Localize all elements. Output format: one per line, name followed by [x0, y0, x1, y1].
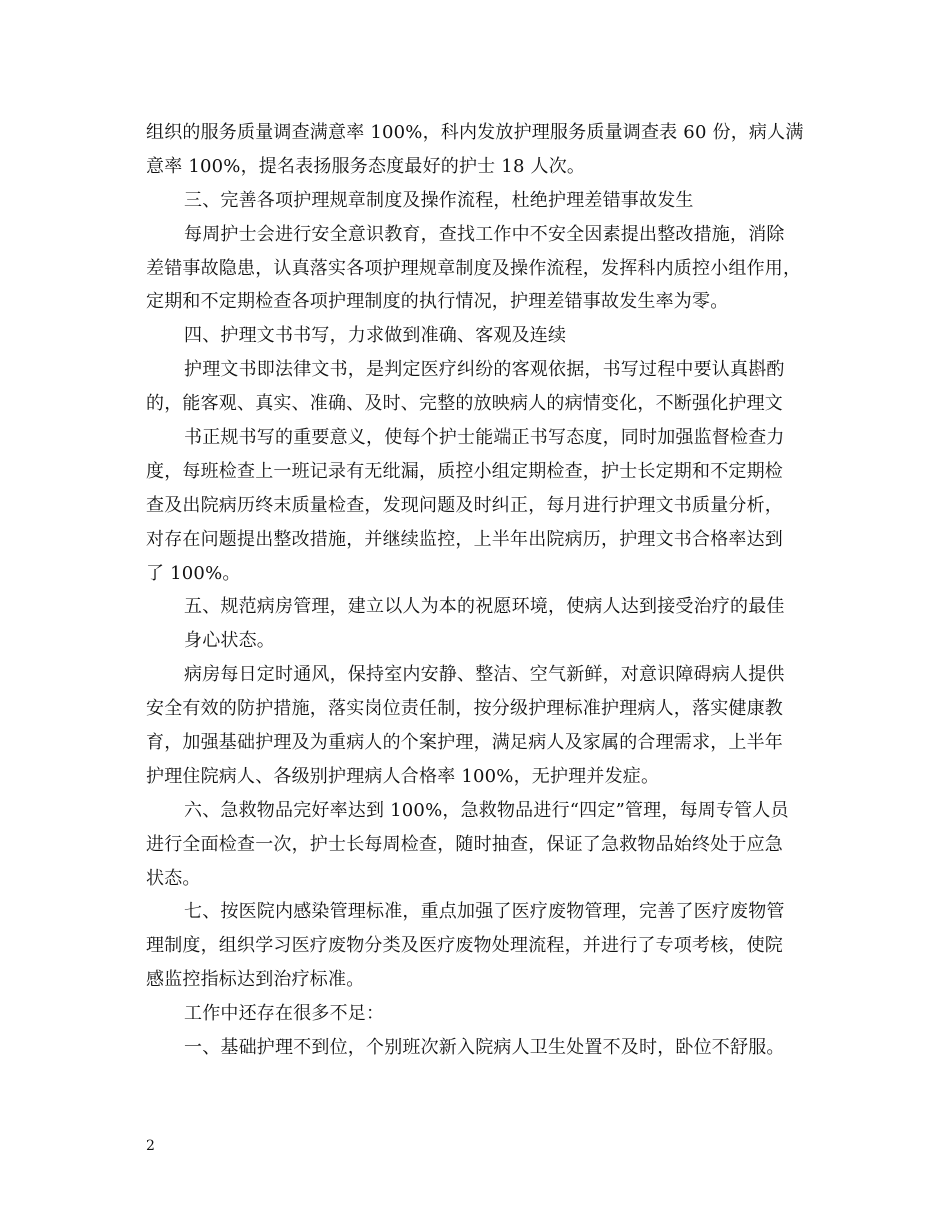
text-line: 安全有效的防护措施，落实岗位责任制，按分级护理标准护理病人，落实健康教	[146, 698, 783, 720]
text-line: 书正规书写的重要意义，使每个护士能端正书写态度，同时加强监督检查力	[184, 427, 785, 449]
text-line: 护理住院病人、各级别护理病人合格率 100%，无护理并发症。	[146, 765, 660, 787]
text-line: 身心状态。	[184, 630, 275, 652]
text-line: 的，能客观、真实、准确、及时、完整的放映病人的病情变化，不断强化护理文	[146, 393, 783, 415]
text-line: 五、规范病房管理，建立以人为本的祝愿环境，使病人达到接受治疗的最佳	[184, 596, 785, 618]
text-line: 差错事故隐患，认真落实各项护理规章制度及操作流程，发挥科内质控小组作用，	[146, 257, 802, 279]
text-line: 理制度，组织学习医疗废物分类及医疗废物处理流程，并进行了专项考核，使院	[146, 935, 783, 957]
text-line: 三、完善各项护理规章制度及操作流程，杜绝护理差错事故发生	[184, 189, 694, 211]
text-line: 六、急救物品完好率达到 100%，急救物品进行“四定”管理，每周专管人员	[184, 799, 789, 821]
text-line: 护理文书即法律文书，是判定医疗纠纷的客观依据，书写过程中要认真斟酌	[184, 359, 785, 381]
text-line: 定期和不定期检查各项护理制度的执行情况，护理差错事故发生率为零。	[146, 291, 729, 313]
text-line: 对存在问题提出整改措施，并继续监控，上半年出院病历，护理文书合格率达到	[146, 528, 783, 550]
text-line: 进行全面检查一次，护士长每周检查，随时抽查，保证了急救物品始终处于应急	[146, 833, 783, 855]
text-line: 工作中还存在很多不足：	[184, 1003, 385, 1025]
text-line: 状态。	[146, 867, 201, 889]
text-line: 育，加强基础护理及为重病人的个案护理，满足病人及家属的合理需求，上半年	[146, 732, 783, 754]
text-line: 一、基础护理不到位，个别班次新入院病人卫生处置不及时，卧位不舒服。	[184, 1037, 785, 1059]
text-line: 病房每日定时通风，保持室内安静、整洁、空气新鲜，对意识障碍病人提供	[184, 664, 785, 686]
text-line: 每周护士会进行安全意识教育，查找工作中不安全因素提出整改措施，消除	[184, 223, 785, 245]
text-line: 组织的服务质量调查满意率 100%，科内发放护理服务质量调查表 60 份，病人满	[146, 122, 804, 143]
document-body	[146, 116, 816, 1065]
text-line: 查及出院病历终末质量检查，发现问题及时纠正，每月进行护理文书质量分析，	[146, 494, 783, 516]
text-line: 四、护理文书书写，力求做到准确、客观及连续	[184, 325, 567, 347]
text-line: 了 100%。	[146, 562, 241, 584]
page-number: 2	[146, 1138, 155, 1154]
text-line: 七、按医院内感染管理标准，重点加强了医疗废物管理，完善了医疗废物管	[184, 901, 785, 923]
text-line: 度，每班检查上一班记录有无纰漏，质控小组定期检查，护士长定期和不定期检	[146, 460, 783, 482]
text-line: 感监控指标达到治疗标准。	[146, 969, 365, 991]
text-line: 意率 100%，提名表扬服务态度最好的护士 18 人次。	[146, 155, 586, 177]
